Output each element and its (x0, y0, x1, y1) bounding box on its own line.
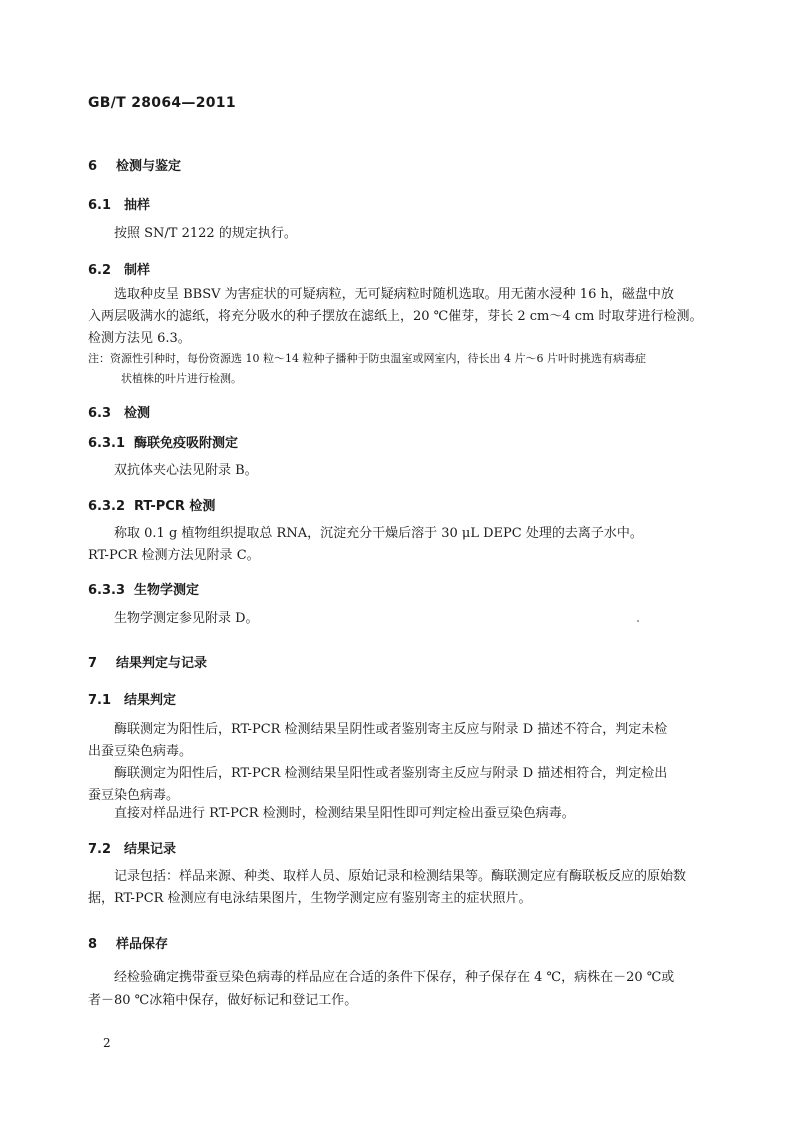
section-6-3-heading (88, 402, 150, 421)
section-6-2-line-1: 选取种皮呈 BBSV 为害症状的可疑病粒，无可疑病粒时随机选取。用无菌水浸种 16 h，磁盘中放 (114, 287, 674, 302)
note-line-1: 注：资源性引种时，每份资源选 10 粒～14 粒种子播种于防虫温室或网室内，待长出 4 片～6 片叶时挑选有病毒症 (88, 352, 646, 365)
section-7-1-line-2: 出蚕豆染色病毒。 (88, 744, 193, 759)
section-number: 6 (88, 159, 98, 174)
section-number: 7.1 (88, 693, 112, 708)
section-title: 抽样 (124, 198, 151, 213)
section-7-1-line-4: 蚕豆染色病毒。 (88, 788, 180, 803)
section-number: 8 (88, 937, 98, 952)
section-title: 酶联免疫吸附测定 (134, 436, 239, 451)
section-6-1-heading (88, 194, 150, 213)
section-6-2-note-continued: 状植株的叶片进行检测。 (121, 372, 242, 385)
section-title: RT-PCR 检测 (134, 499, 216, 514)
section-6-3-1-heading (88, 432, 238, 451)
section-number: 6.1 (88, 198, 112, 213)
section-6-3-3-heading (88, 579, 199, 598)
section-6-3-1-body: 双抗体夹心法见附录 B。 (114, 463, 258, 478)
section-title: 结果记录 (124, 842, 177, 857)
section-number: 6.3.1 (88, 436, 126, 451)
section-7-2-line-2: 据，RT-PCR 检测应有电泳结果图片，生物学测定应有鉴别寄主的症状照片。 (88, 891, 532, 906)
section-6-3-2-heading (88, 495, 215, 514)
section-number: 6.2 (88, 263, 112, 278)
section-7-1-line-1: 酶联测定为阳性后，RT-PCR 检测结果呈阴性或者鉴别寄主反应与附录 D 描述不符合，判定未检 (114, 722, 668, 737)
section-7-2-line-1: 记录包括：样品来源、种类、取样人员、原始记录和检测结果等。酶联测定应有酶联板反应的原始数 (114, 869, 687, 884)
section-6-3-3-body: 生物学测定参见附录 D。 (114, 611, 259, 626)
section-number: 7 (88, 656, 98, 671)
section-8-line-2: 者－80 ℃冰箱中保存，做好标记和登记工作。 (88, 993, 358, 1008)
section-7-2-heading (88, 838, 176, 857)
section-6-3-2-line-2: RT-PCR 检测方法见附录 C。 (88, 548, 260, 563)
section-7-1-line-5: 直接对样品进行 RT-PCR 检测时，检测结果呈阳性即可判定检出蚕豆染色病毒。 (114, 806, 575, 821)
section-title: 结果判定与记录 (116, 656, 208, 671)
section-number: 6.3 (88, 406, 112, 421)
section-title: 结果判定 (124, 693, 177, 708)
scan-speck (637, 620, 639, 622)
section-6-heading (88, 155, 181, 174)
section-title: 检测与鉴定 (116, 159, 182, 174)
section-6-2-note (88, 349, 728, 368)
section-title: 生物学测定 (134, 583, 200, 598)
section-title: 检测 (124, 406, 151, 421)
section-title: 制样 (124, 263, 151, 278)
section-7-1-line-3: 酶联测定为阳性后，RT-PCR 检测结果呈阳性或者鉴别寄主反应与附录 D 描述相符合，判定检出 (114, 766, 668, 781)
section-8-line-1: 经检验确定携带蚕豆染色病毒的样品应在合适的条件下保存，种子保存在 4 ℃，病株在－20 ℃或 (114, 970, 675, 985)
section-6-2-line-3: 检测方法见 6.3。 (88, 331, 191, 346)
section-number: 6.3.3 (88, 583, 126, 598)
section-6-3-2-line-1: 称取 0.1 g 植物组织提取总 RNA，沉淀充分干燥后溶于 30 μL DEPC 处理的去离子水中。 (114, 526, 643, 541)
section-6-2-line-2: 入两层吸满水的滤纸，将充分吸水的种子摆放在滤纸上，20 ℃催芽，芽长 2 cm～4 cm 时取芽进行检测。 (88, 309, 703, 324)
section-7-1-heading (88, 689, 176, 708)
section-number: 7.2 (88, 842, 112, 857)
section-6-1-body: 按照 SN/T 2122 的规定执行。 (114, 226, 297, 241)
section-7-heading (88, 652, 207, 671)
section-8-heading (88, 933, 168, 952)
standard-code-header: GB/T 28064—2011 (88, 95, 236, 111)
section-title: 样品保存 (116, 937, 169, 952)
section-6-2-heading (88, 259, 150, 278)
page-number: 2 (103, 1036, 111, 1050)
section-number: 6.3.2 (88, 499, 126, 514)
